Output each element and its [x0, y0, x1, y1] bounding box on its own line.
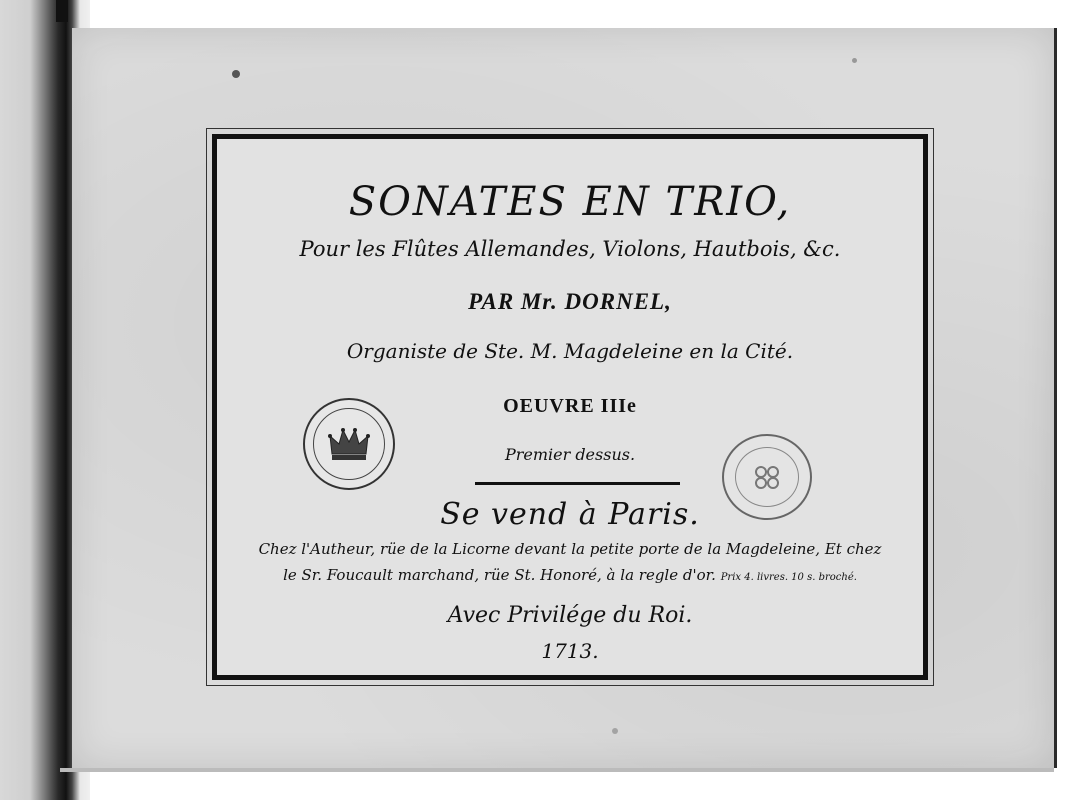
page-title: SONATES EN TRIO, [348, 179, 792, 225]
address-line-1: Chez l'Autheur, rüe de la Licorne devant la petite porte de la Magdeleine, Et chez [258, 540, 882, 558]
subtitle: Pour les Flûtes Allemandes, Violons, Hautbois, &c. [299, 237, 841, 261]
crown-seal-icon [303, 398, 395, 490]
organist-line: Organiste de Ste. M. Magdeleine en la Cité. [346, 339, 794, 363]
paper-speck [232, 70, 240, 78]
address-line-2 [217, 566, 923, 584]
library-seal-icon [722, 434, 812, 520]
paper-speck [852, 58, 857, 63]
spine-top-shadow [56, 0, 68, 22]
address-line-2-text: le Sr. Foucault marchand, rüe St. Honoré, à la regle d'or. [283, 566, 716, 584]
crown-icon [326, 424, 372, 464]
author-line: PAR Mr. DORNEL, [468, 289, 672, 314]
sale-location: Se vend à Paris. [440, 497, 700, 532]
paper-speck [612, 728, 618, 734]
price-note: Prix 4. livres. 10 s. broché. [720, 572, 857, 583]
opus-number: OEUVRE IIIe [503, 395, 637, 417]
page-bottom-edge [60, 768, 1054, 772]
divider-rule [475, 482, 680, 485]
monogram-icon [750, 462, 784, 492]
part-name: Premier dessus. [504, 445, 636, 464]
publication-year: 1713. [541, 639, 599, 663]
royal-privilege: Avec Privilége du Roi. [447, 603, 693, 628]
